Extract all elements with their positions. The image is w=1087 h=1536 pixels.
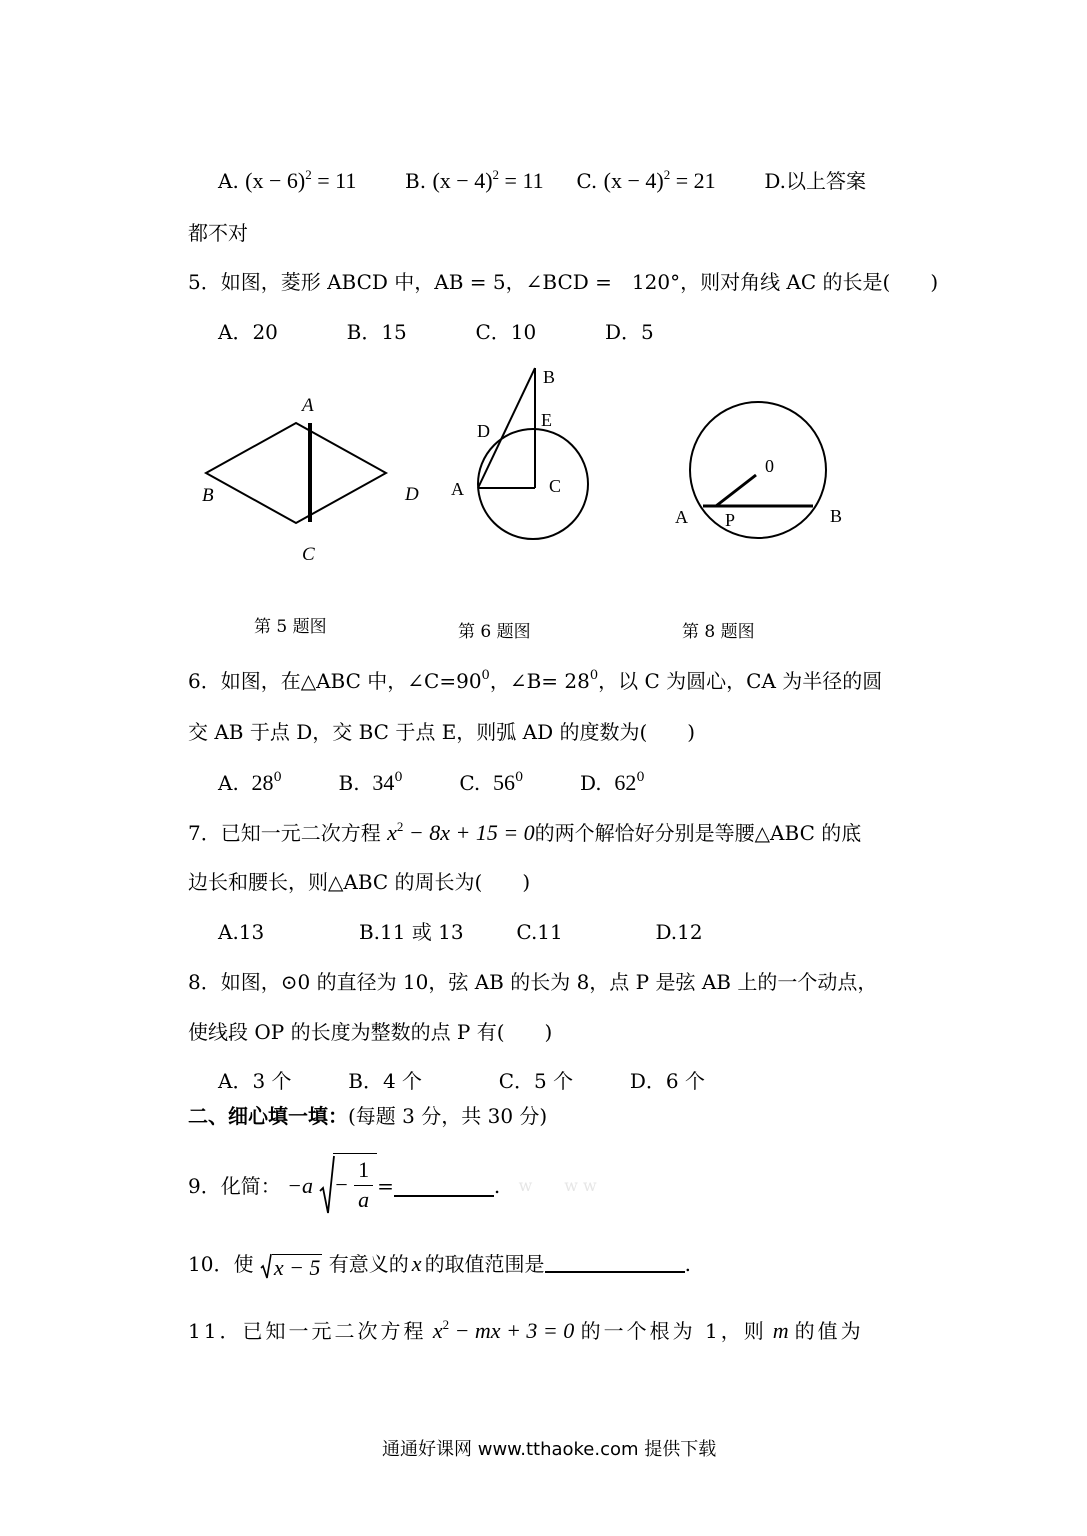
q4-option-c: C. $(x - 4)^2 = 21$ (576, 167, 716, 193)
fig8-segment-op (716, 475, 756, 506)
section-2-title: 二、细心填一填： (188, 1104, 348, 1128)
q5-stem: 5．如图，菱形 ABCD 中，AB = 5，∠BCD = 120°，则对角线 AC 的长是( ) (188, 270, 939, 294)
q5-options (218, 322, 654, 342)
fig5-caption: 第 5 题图 (254, 617, 327, 637)
q5-option-a: A．20 (218, 320, 278, 344)
q6-line2: 交 AB 于点 D，交 BC 于点 E，则弧 AD 的度数为( ) (188, 720, 696, 744)
q6-options (218, 772, 645, 794)
q8-option-b: B．4 个 (348, 1069, 423, 1093)
q4-option-b: B. $(x - 4)^2 = 11$ (405, 167, 544, 193)
q8-line1: 8．如图，⊙0 的直径为 10，弦 AB 的长为 8，点 P 是弦 AB 上的一个动点， (188, 970, 878, 994)
q9-line: 9．化简： −a − $\frac{1}{a}$ = . w w w (188, 1155, 597, 1217)
q5-option-b: B．15 (346, 320, 407, 344)
q6-option-b: B. $34^0$ (338, 770, 403, 795)
q9-ghost-text: w w w (518, 1176, 597, 1195)
fig6-label-a: A (451, 479, 464, 499)
q11-line: 11．已知一元二次方程 $x^2$ − mx + 3 = 0 的一个根为 1，则 m 的值为 (188, 1317, 864, 1343)
fig5-label-a: A (302, 395, 314, 416)
q7-option-b: B.11 或 13 (358, 920, 464, 944)
q10-line: 10．使 x − 5 有意义的 x 的取值范围是 . (188, 1251, 691, 1280)
fig6-label-b: B (543, 367, 556, 387)
q4-option-d-continued: 都不对 (188, 221, 248, 245)
q6-option-a: A. $28^0$ (218, 770, 282, 795)
fig5-rhombus (202, 395, 419, 565)
fig8-circle (690, 402, 826, 538)
q7-line2: 边长和腰长，则△ABC 的周长为( ) (188, 870, 531, 894)
fig6-circle-triangle (451, 367, 588, 539)
q7-option-c: C.11 (516, 920, 563, 944)
q10-answer-blank[interactable] (545, 1271, 685, 1273)
q9-radical: − $\frac{1}{a}$ (319, 1155, 377, 1217)
q4-options-line (218, 167, 867, 193)
fig8-circle-chord (675, 402, 842, 538)
q6-option-c: C. $56^0$ (459, 770, 524, 795)
fig5-label-b: B (202, 485, 214, 506)
fig5-rhombus-outline (206, 423, 386, 523)
fig6-label-e: E (541, 410, 552, 430)
page-footer: 通通好课网 www.tthaoke.com 提供下载 (382, 1439, 717, 1460)
q6-option-d: D. $62^0$ (579, 770, 645, 795)
q7-option-d: D.12 (655, 920, 703, 944)
section-2-note: (每题 3 分，共 30 分) (348, 1104, 548, 1128)
q8-options (218, 1071, 705, 1091)
fig6-label-d: D (477, 421, 490, 441)
q5-option-d: D．5 (604, 320, 654, 344)
q4-option-a: A. $(x - 6)^2 = 11$ (218, 167, 357, 193)
q8-line2: 使线段 OP 的长度为整数的点 P 有( ) (188, 1020, 553, 1044)
q8-option-c: C．5 个 (498, 1069, 574, 1093)
figures-panel (0, 350, 1087, 670)
q10-radical: x − 5 (260, 1253, 323, 1279)
q8-option-d: D．6 个 (629, 1069, 705, 1093)
q9-answer-blank[interactable] (394, 1195, 494, 1197)
fig8-label-b: B (830, 506, 843, 526)
q7-option-a: A.13 (218, 920, 265, 944)
fig8-label-a: A (675, 507, 688, 527)
fig8-label-p: P (725, 510, 736, 530)
q7-line1: 7．已知一元二次方程 $x^2 - 8x + 15 = 0$的两个解恰好分别是等腰△ABC 的底 (188, 819, 862, 845)
fig5-label-d: D (405, 484, 419, 505)
fig8-caption: 第 8 题图 (682, 622, 755, 642)
q9-fraction: $\frac{1}{a}$ (354, 1156, 373, 1214)
fig8-label-o: 0 (765, 456, 774, 476)
fig6-caption: 第 6 题图 (458, 622, 531, 642)
fig6-circle (478, 429, 588, 539)
q4-option-d: D.以上答案 (764, 169, 867, 193)
fig5-label-c: C (302, 544, 315, 565)
q7-options (218, 922, 703, 942)
q7-equation: $x^2 - 8x + 15 = 0$ (387, 819, 535, 845)
q5-option-c: C．10 (475, 320, 537, 344)
fig6-label-c: C (549, 476, 562, 496)
q11-equation: $x^2$ − mx + 3 = 0 (432, 1317, 575, 1343)
q8-option-a: A．3 个 (218, 1069, 292, 1093)
q6-line1: 6．如图，在△ABC 中，$\angle C=90^0$，∠B= $28^0$，以 C 为圆心，CA 为半径的圆 (188, 668, 883, 693)
section-2-heading (188, 1106, 547, 1126)
